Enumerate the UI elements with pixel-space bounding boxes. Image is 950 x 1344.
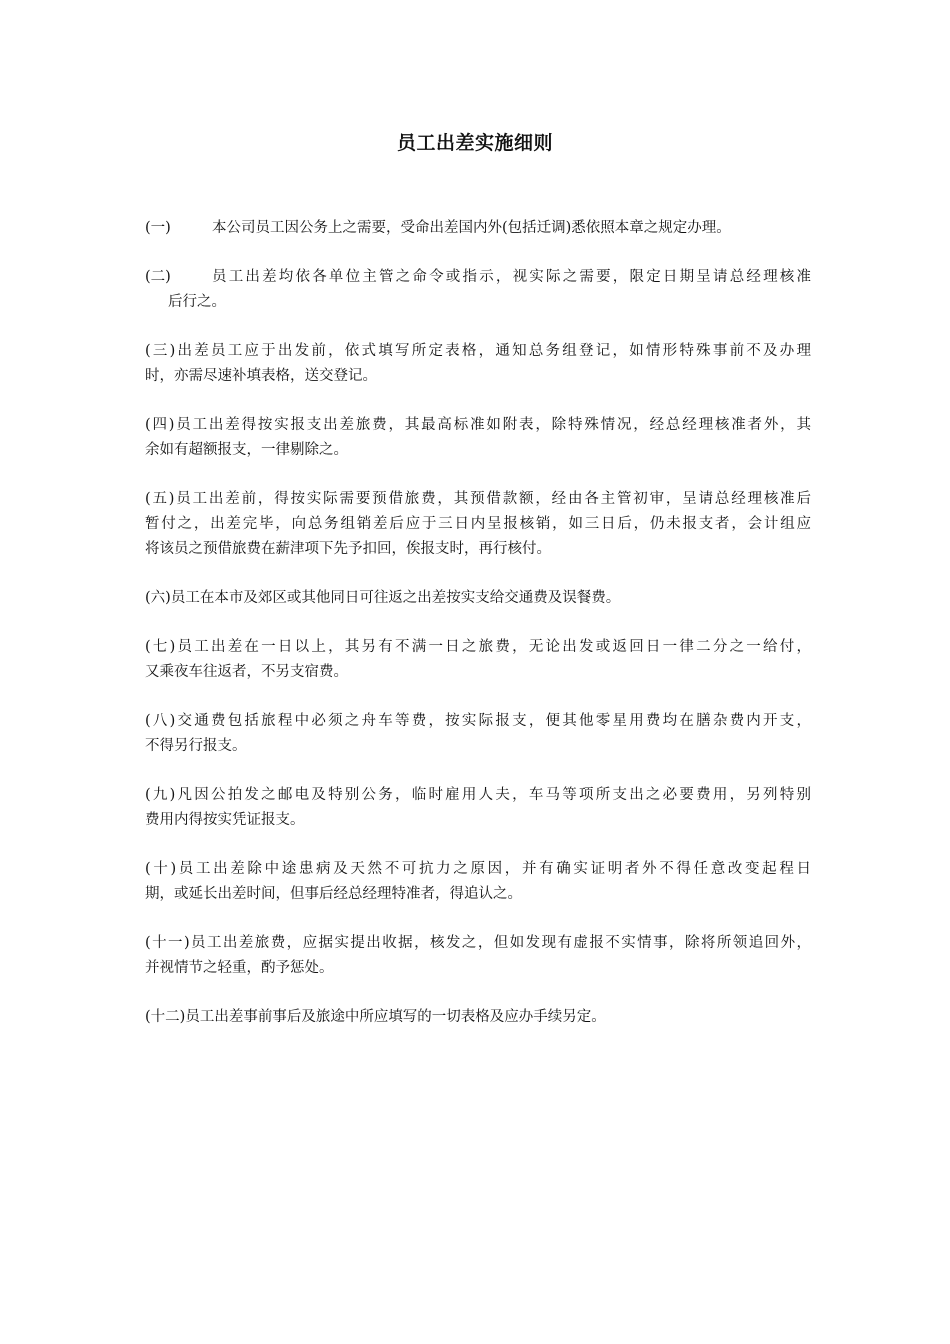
clause-line: (十)员工出差除中途患病及天然不可抗力之原因，并有确实证明者外不得任意改变起程日 [145,861,811,877]
clause-line: (六)员工在本市及郊区或其他同日可往返之出差按实支给交通费及误餐费。 [145,590,621,606]
clause-line: 本公司员工因公务上之需要，受命出差国内外(包括迁调)悉依照本章之规定办理。 [212,220,731,236]
clause-3 [145,339,811,389]
clause-line: 员工出差均依各单位主管之命令或指示，视实际之需要，限定日期呈请总经理核准 [212,269,811,285]
clause-4 [145,413,811,463]
clause-line: (三)出差员工应于出发前，依式填写所定表格，通知总务组登记，如情形特殊事前不及办理 [145,343,811,359]
clause-line: 又乘夜车往返者，不另支宿费。 [145,664,348,680]
clause-line: (八)交通费包括旅程中必须之舟车等费，按实际报支，便其他零星用费均在膳杂费内开支， [145,713,811,729]
clause-line: (九)凡因公拍发之邮电及特别公务，临时雇用人夫，车马等项所支出之必要费用，另列特别 [145,787,811,803]
clause-line: 时，亦需尽速补填表格，送交登记。 [145,368,377,384]
clause-line: 暂付之，出差完毕，向总务组销差后应于三日内呈报核销，如三日后，仍未报支者，会计组应 [145,516,811,532]
clause-line: (四)员工出差得按实报支出差旅费，其最高标准如附表，除特殊情况，经总经理核准者外，其 [145,417,811,433]
clause-line: 余如有超额报支，一律剔除之。 [145,442,348,458]
clause-1 [145,216,811,241]
clause-line: 并视情节之轻重，酌予惩处。 [145,960,334,976]
clause-line: (五)员工出差前，得按实际需要预借旅费，其预借款额，经由各主管初审，呈请总经理核准后 [145,491,811,507]
clause-9 [145,783,811,833]
clause-number: (一) [145,220,171,236]
clause-12 [145,1005,811,1030]
clause-5 [145,487,811,562]
clause-line: 后行之。 [168,294,226,310]
clause-line: 期，或延长出差时间，但事后经总经理特准者，得追认之。 [145,886,522,902]
clause-line: 费用内得按实凭证报支。 [145,812,305,828]
clause-line: 不得另行报支。 [145,738,247,754]
document-body [145,216,811,1054]
clause-line: (七)员工出差在一日以上，其另有不满一日之旅费，无论出发或返回日一律二分之一给付， [145,639,811,655]
clause-2 [145,265,811,315]
clause-line: (十二)员工出差事前事后及旅途中所应填写的一切表格及应办手续另定。 [145,1009,606,1025]
clause-11 [145,931,811,981]
document-title: 员工出差实施细则 [396,132,553,154]
clause-7 [145,635,811,685]
clause-number: (二) [145,269,171,285]
clause-line: 将该员之预借旅费在薪津项下先予扣回，俟报支时，再行核付。 [145,541,551,557]
clause-6 [145,586,811,611]
clause-line: (十一)员工出差旅费，应据实提出收据，核发之，但如发现有虚报不实情事，除将所领追回外， [145,935,811,951]
clause-8 [145,709,811,759]
clause-10 [145,857,811,907]
